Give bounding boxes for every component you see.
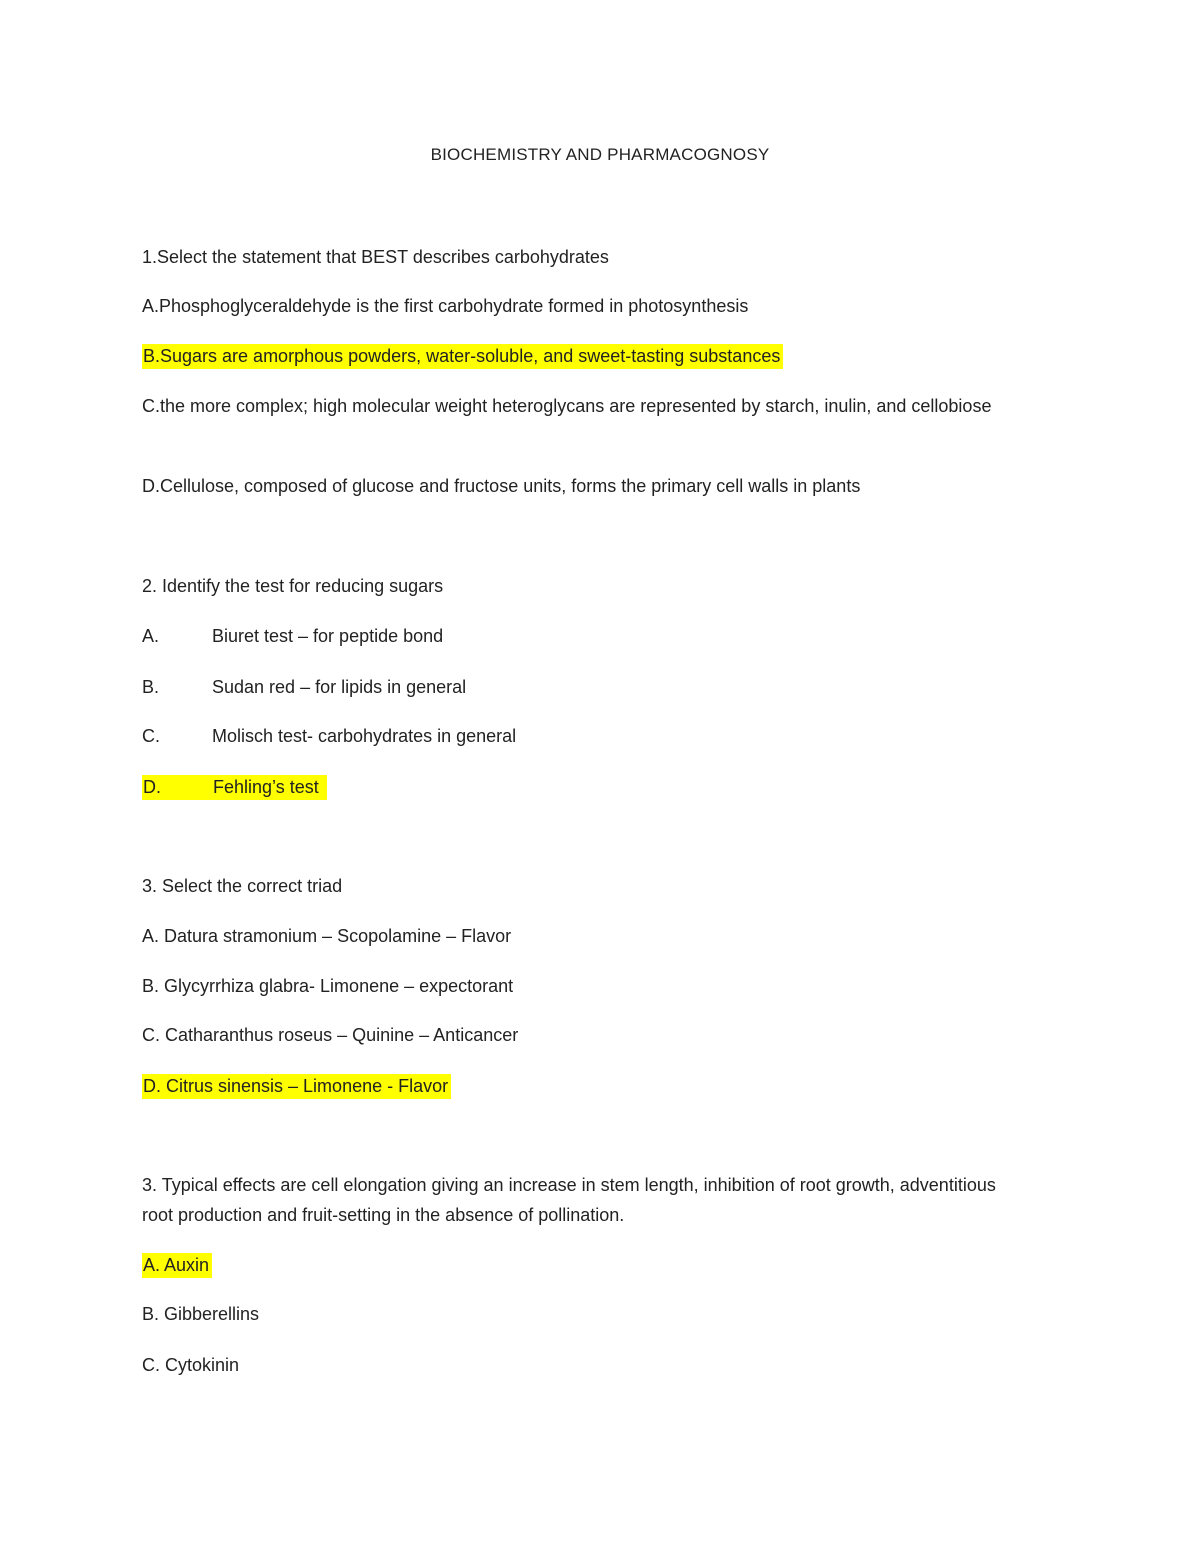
q1-answer-highlight: B.Sugars are amorphous powders, water-soluble, and sweet-tasting substances <box>142 344 783 369</box>
q1-option-d: D.Cellulose, composed of glucose and fructose units, forms the primary cell walls in plants <box>142 476 861 496</box>
q2-option-d-text: Fehling’s test <box>213 777 319 797</box>
q2-option-c-text: Molisch test- carbohydrates in general <box>212 726 517 746</box>
q3-option-c: C. Catharanthus roseus – Quinine – Anticancer <box>142 1025 519 1045</box>
q2-option-a-text: Biuret test – for peptide bond <box>212 626 444 646</box>
q3-option-d <box>142 1074 451 1098</box>
question-3: 3. Select the correct triad <box>142 876 343 896</box>
q2-option-b <box>142 675 466 699</box>
q3-answer-highlight: D. Citrus sinensis – Limonene - Flavor <box>142 1074 451 1099</box>
q2-option-c-letter: C. <box>142 726 160 746</box>
q3-option-b: B. Glycyrrhiza glabra- Limonene – expectorant <box>142 976 514 996</box>
q2-option-d-letter: D. <box>143 777 161 797</box>
q3-option-a: A. Datura stramonium – Scopolamine – Flavor <box>142 926 512 946</box>
question-1: 1.Select the statement that BEST describes carbohydrates <box>142 247 609 267</box>
q4-answer-highlight: A. Auxin <box>142 1253 212 1278</box>
document-title: BIOCHEMISTRY AND PHARMACOGNOSY <box>430 145 770 164</box>
question-2: 2. Identify the test for reducing sugars <box>142 576 444 596</box>
question-4: 3. Typical effects are cell elongation giving an increase in stem length, inhibition of root growth, adventitious root production and fruit-setting in the absence of pollination. <box>142 1175 996 1225</box>
q2-option-b-letter: B. <box>142 677 160 697</box>
q2-option-d <box>142 775 327 799</box>
q4-option-b: B. Gibberellins <box>142 1304 260 1324</box>
q4-option-c: C. Cytokinin <box>142 1355 240 1375</box>
q2-option-b-text: Sudan red – for lipids in general <box>212 677 467 697</box>
q1-option-b <box>142 344 783 368</box>
q4-option-a <box>142 1253 212 1277</box>
q2-option-c <box>142 724 516 748</box>
q1-option-a: A.Phosphoglyceraldehyde is the first carbohydrate formed in photosynthesis <box>142 296 749 316</box>
q1-option-c: C.the more complex; high molecular weight heteroglycans are represented by starch, inulin, and cellobiose <box>142 396 992 416</box>
q2-option-a-letter: A. <box>142 626 160 646</box>
q2-answer-highlight <box>142 775 327 800</box>
q2-option-a <box>142 624 443 648</box>
